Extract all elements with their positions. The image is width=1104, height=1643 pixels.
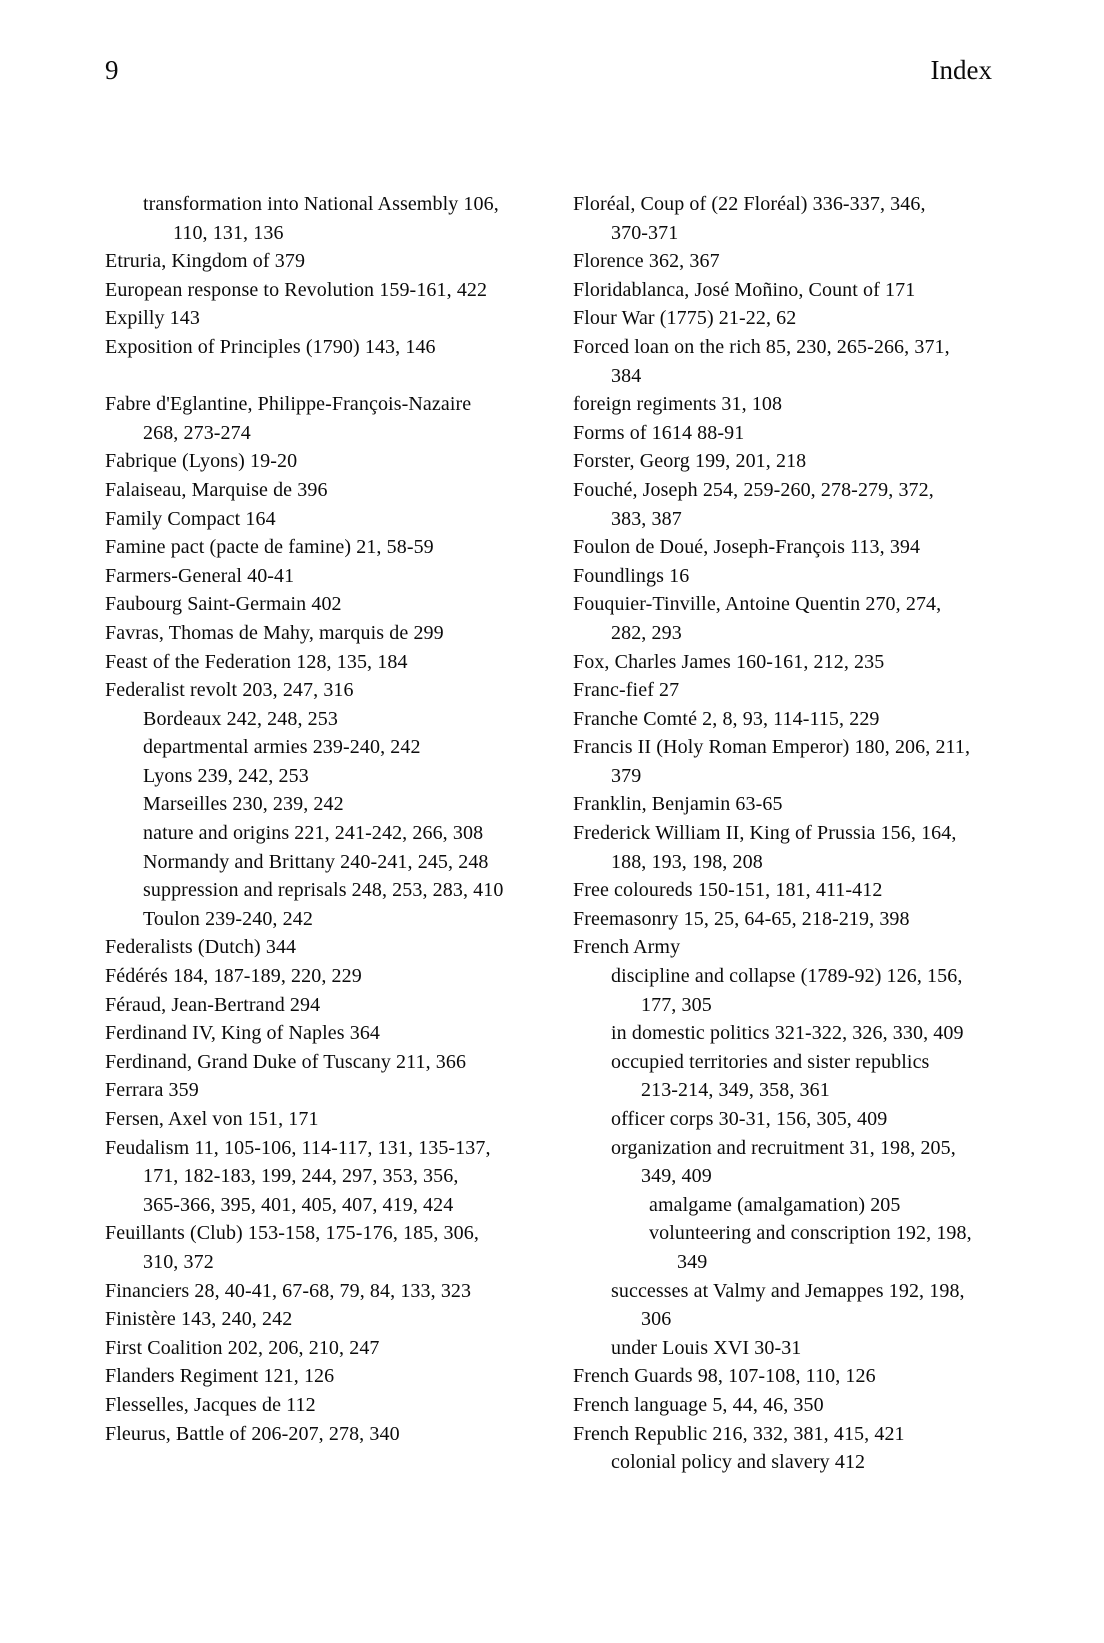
index-entry-line: Bordeaux 242, 248, 253 <box>143 707 338 730</box>
index-entry-line: 110, 131, 136 <box>173 221 284 244</box>
index-entry-line: Fox, Charles James 160-161, 212, 235 <box>573 650 885 673</box>
index-entry-line: Feuillants (Club) 153-158, 175-176, 185, 306, <box>105 1222 479 1245</box>
index-entry-line: Feast of the Federation 128, 135, 184 <box>105 650 408 673</box>
index-entry-line: Floridablanca, José Moñino, Count of 171 <box>573 278 916 301</box>
index-entry-line: transformation into National Assembly 106, <box>143 193 499 215</box>
index-entry-line: 379 <box>611 764 642 787</box>
index-entry-line: Family Compact 164 <box>105 507 276 530</box>
index-entry-line: Favras, Thomas de Mahy, marquis de 299 <box>105 621 444 644</box>
index-entry-line: Forster, Georg 199, 201, 218 <box>573 450 807 473</box>
index-entry-line: Free coloureds 150-151, 181, 411-412 <box>573 879 883 902</box>
index-entry-line: Féraud, Jean-Bertrand 294 <box>105 993 321 1016</box>
index-entry-line: 171, 182-183, 199, 244, 297, 353, 356, <box>143 1165 459 1188</box>
index-entry-line: 213-214, 349, 358, 361 <box>641 1079 830 1102</box>
index-entry-line: 310, 372 <box>143 1250 214 1273</box>
index-entry-line: European response to Revolution 159-161, 422 <box>105 278 488 301</box>
index-entry-line: 306 <box>641 1308 672 1331</box>
index-column-right <box>573 190 1043 1477</box>
index-entry-line: Flour War (1775) 21-22, 62 <box>573 307 797 330</box>
index-entry-line: Fouquier-Tinville, Antoine Quentin 270, 274, <box>573 593 942 616</box>
index-entry-line: Fersen, Axel von 151, 171 <box>105 1108 319 1130</box>
running-head <box>105 56 992 86</box>
index-entry-line: in domestic politics 321-322, 326, 330, 409 <box>611 1022 964 1045</box>
index-entry-line: Etruria, Kingdom of 379 <box>105 250 306 273</box>
index-entry-line: Expilly 143 <box>105 307 200 330</box>
index-entry-line: 282, 293 <box>611 621 682 644</box>
index-entry-line: Floréal, Coup of (22 Floréal) 336-337, 346, <box>573 193 926 215</box>
index-entry-line: Normandy and Brittany 240-241, 245, 248 <box>143 850 489 873</box>
index-entry-line: 177, 305 <box>641 993 712 1016</box>
index-entry-line: Fabrique (Lyons) 19-20 <box>105 450 298 473</box>
index-entry-line: Foundlings 16 <box>573 564 690 587</box>
index-entry-line: colonial policy and slavery 412 <box>611 1451 866 1474</box>
index-entry-line: amalgame (amalgamation) 205 <box>649 1193 901 1216</box>
index-entry-line: Franc-fief 27 <box>573 679 680 702</box>
index-entry-line: suppression and reprisals 248, 253, 283, 410 <box>143 879 504 902</box>
index-entry-line: Financiers 28, 40-41, 67-68, 79, 84, 133, 323 <box>105 1279 472 1302</box>
index-entry-line: Famine pact (pacte de famine) 21, 58-59 <box>105 536 434 559</box>
index-entry-line: Lyons 239, 242, 253 <box>143 764 309 787</box>
index-entry-line: Ferdinand, Grand Duke of Tuscany 211, 366 <box>105 1050 467 1073</box>
index-entry-line: 384 <box>611 364 642 387</box>
index-entry-line: Flesselles, Jacques de 112 <box>105 1393 316 1416</box>
index-entry-line: Ferrara 359 <box>105 1079 199 1102</box>
index-entry-line: 268, 273-274 <box>143 421 251 444</box>
index-entry-line: departmental armies 239-240, 242 <box>143 736 421 759</box>
index-entry-line: Faubourg Saint-Germain 402 <box>105 593 342 616</box>
index-entry-line: Federalist revolt 203, 247, 316 <box>105 679 354 702</box>
index-entry-line: Finistère 143, 240, 242 <box>105 1308 293 1331</box>
index-entry-line: Fleurus, Battle of 206-207, 278, 340 <box>105 1422 400 1445</box>
index-entry-line: Toulon 239-240, 242 <box>143 907 313 930</box>
index-entry-line: Forms of 1614 88-91 <box>573 421 745 444</box>
index-entry-line: foreign regiments 31, 108 <box>573 393 783 416</box>
index-entry-line: successes at Valmy and Jemappes 192, 198, <box>611 1279 965 1302</box>
index-entry-line: Frederick William II, King of Prussia 156, 164, <box>573 822 957 845</box>
section-gap <box>105 362 563 391</box>
index-entry-line: Federalists (Dutch) 344 <box>105 936 297 959</box>
index-entry-line: Francis II (Holy Roman Emperor) 180, 206, 211, <box>573 736 971 759</box>
index-entry-line: Florence 362, 367 <box>573 250 720 273</box>
index-entry-line: 365-366, 395, 401, 405, 407, 419, 424 <box>143 1193 454 1216</box>
index-entry-line: organization and recruitment 31, 198, 205, <box>611 1136 956 1159</box>
index-entry-line: French language 5, 44, 46, 350 <box>573 1393 824 1416</box>
index-column-left <box>105 190 563 1448</box>
index-entry-line: volunteering and conscription 192, 198, <box>649 1222 972 1245</box>
index-entry-line: Ferdinand IV, King of Naples 364 <box>105 1022 381 1045</box>
index-entry-line: discipline and collapse (1789-92) 126, 156, <box>611 965 963 988</box>
index-entry-line: under Louis XVI 30-31 <box>611 1336 802 1359</box>
index-entry-line: Freemasonry 15, 25, 64-65, 218-219, 398 <box>573 907 910 930</box>
index-entry-line: Fabre d'Eglantine, Philippe-François-Nazaire <box>105 393 472 416</box>
index-entry-line: Farmers-General 40-41 <box>105 564 295 587</box>
index-entry-line: occupied territories and sister republics <box>611 1050 930 1073</box>
index-entry-line: officer corps 30-31, 156, 305, 409 <box>611 1108 888 1130</box>
index-entry-line: Franche Comté 2, 8, 93, 114-115, 229 <box>573 707 880 730</box>
index-entry-line: Feudalism 11, 105-106, 114-117, 131, 135-137, <box>105 1136 491 1159</box>
index-entry-line: Falaiseau, Marquise de 396 <box>105 478 328 501</box>
index-entry-line: Foulon de Doué, Joseph-François 113, 394 <box>573 536 921 559</box>
index-entry-line: First Coalition 202, 206, 210, 247 <box>105 1336 380 1359</box>
index-entry-line: Flanders Regiment 121, 126 <box>105 1365 335 1388</box>
index-entry-line: Franklin, Benjamin 63-65 <box>573 793 783 816</box>
page-number: 9 <box>105 55 119 85</box>
index-entry-line: French Guards 98, 107-108, 110, 126 <box>573 1365 876 1388</box>
index-entry-line: 349, 409 <box>641 1165 712 1188</box>
index-entry-line: 349 <box>677 1250 708 1273</box>
index-entry-line: 383, 387 <box>611 507 682 530</box>
index-entry-line: Fouché, Joseph 254, 259-260, 278-279, 372, <box>573 478 934 501</box>
index-entry-line: 370-371 <box>611 221 679 244</box>
page-title: Index <box>930 55 992 85</box>
index-entry-line: Exposition of Principles (1790) 143, 146 <box>105 335 436 358</box>
index-entry-line: Fédérés 184, 187-189, 220, 229 <box>105 965 362 988</box>
index-entry-line: nature and origins 221, 241-242, 266, 308 <box>143 822 484 845</box>
index-entry-line: French Army <box>573 936 681 959</box>
index-entry-line: French Republic 216, 332, 381, 415, 421 <box>573 1422 905 1445</box>
index-entry-line: 188, 193, 198, 208 <box>611 850 763 873</box>
index-entry-line: Forced loan on the rich 85, 230, 265-266, 371, <box>573 335 950 358</box>
index-entry-line: Marseilles 230, 239, 242 <box>143 793 344 816</box>
